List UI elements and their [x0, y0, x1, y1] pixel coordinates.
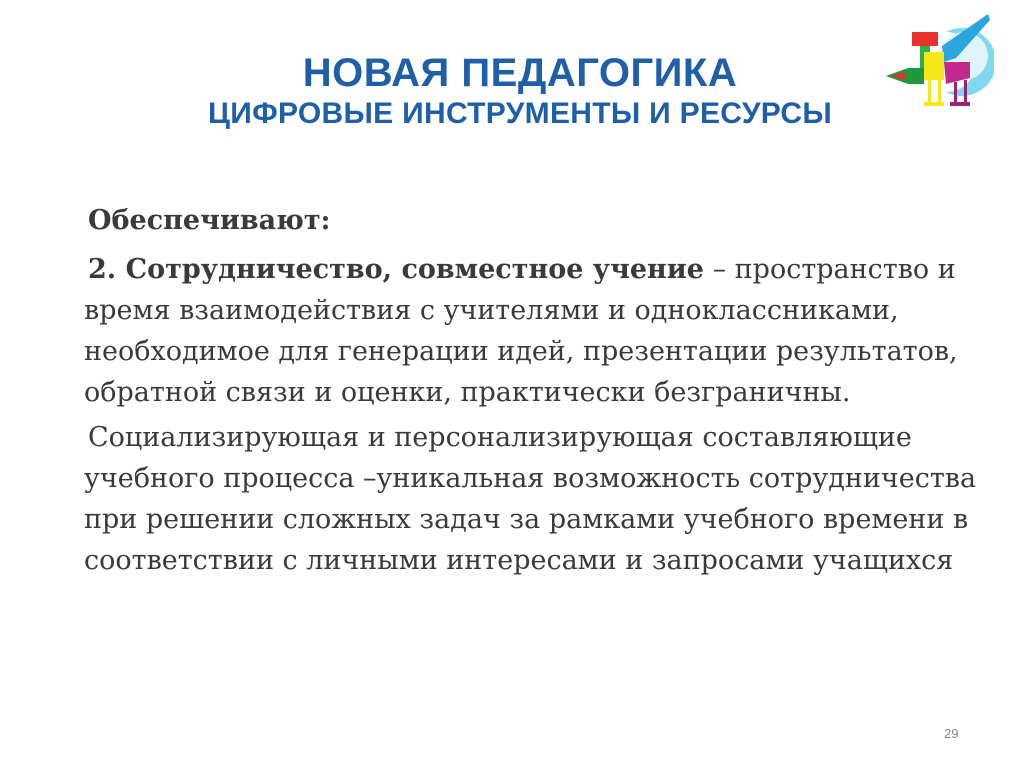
title-line-1: НОВАЯ ПЕДАГОГИКА: [302, 51, 738, 95]
page-number: 29: [944, 726, 959, 741]
item-2-text: – пространство и время взаимодействия с учителями и одноклассниками, необходимое для генерации идей, презентации результатов, обратной связи и оценки, практически безграничны.: [84, 254, 958, 408]
slide-title: [150, 50, 890, 132]
paragraph-item-2: [84, 249, 984, 413]
title-line-2: ЦИФРОВЫЕ ИНСТРУМЕНТЫ И РЕСУРСЫ: [208, 97, 832, 130]
paragraph-socialization: [84, 417, 984, 581]
item-2-heading: 2. Сотрудничество, совместное учение: [88, 254, 704, 285]
lead-heading: Обеспечивают:: [88, 205, 331, 236]
colorful-blocks-logo-icon: [884, 6, 994, 110]
slide-body: [84, 200, 984, 585]
paragraph-2-text: Социализирующая и персонализирующая составляющие учебного процесса –уникальная возможность сотрудничества при решении сложных задач за рамками учебного времени в соответствии с личными интересами и запросами учащихся: [84, 422, 977, 576]
